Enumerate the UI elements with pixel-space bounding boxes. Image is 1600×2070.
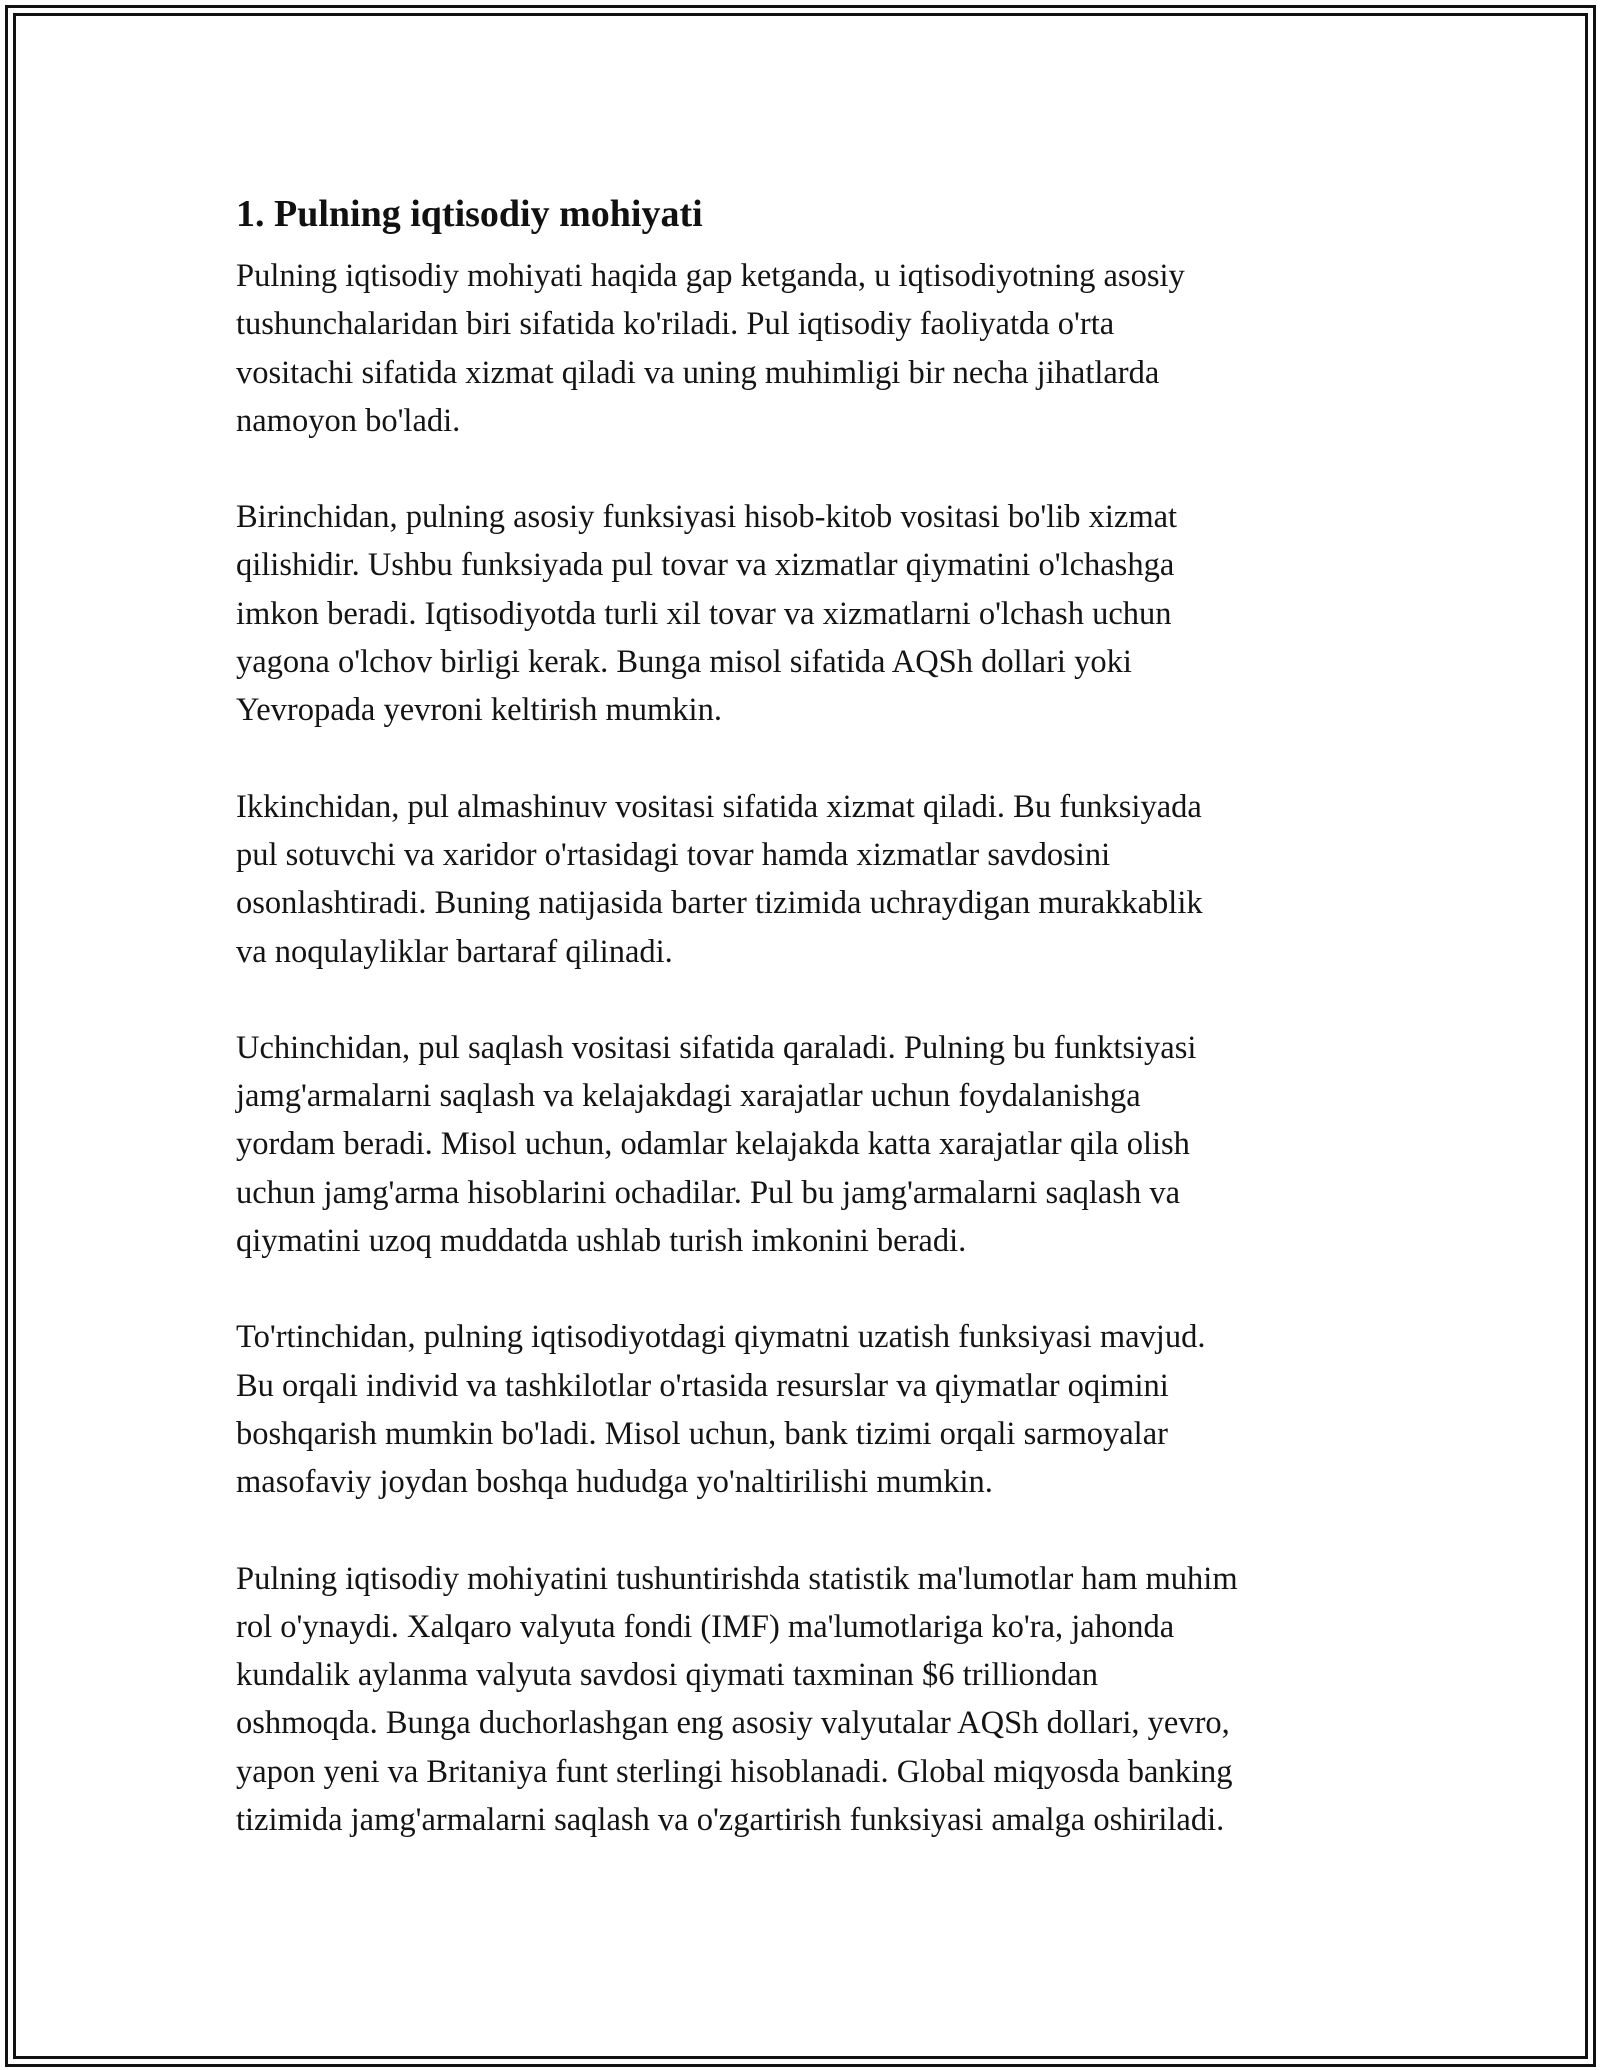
paragraph-intro: Pulning iqtisodiy mohiyati haqida gap ketganda, u iqtisodiyotning asosiy tushunchalaridan biri sifatida ko'riladi. Pul iqtisodiy faoliyatda o'rta vositachi sifatida xizmat qiladi va uning muhimligi bir necha jihatlarda namoyon bo'ladi. [236, 258, 1185, 439]
paragraph-first-function: Birinchidan, pulning asosiy funksiyasi hisob-kitob vositasi bo'lib xizmat qilishidir. Ushbu funksiyada pul tovar va xizmatlar qiymatini o'lchashga imkon beradi. Iqtisodiyotda turli xil tovar va xizmatlarni o'lchash uchun yagona o'lchov birligi kerak. Bunga misol sifatida AQSh dollari yoki Yevropada yevroni keltirish mumkin. [236, 499, 1178, 729]
paragraph-second-function: Ikkinchidan, pul almashinuv vositasi sifatida xizmat qiladi. Bu funksiyada pul sotuvchi va xaridor o'rtasidagi tovar hamda xizmatlar savdosini osonlashtiradi. Buning natijasida barter tizimida uchraydigan murakkablik va noqulayliklar bartaraf qilinadi. [236, 788, 1203, 970]
document-body [236, 186, 1376, 1892]
paragraph-third-function: Uchinchidan, pul saqlash vositasi sifatida qaraladi. Pulning bu funktsiyasi jamg'armalarni saqlash va kelajakdagi xarajatlar uchun foydalanishga yordam beradi. Misol uchun, odamlar kelajakda katta xarajatlar qila olish uchun jamg'arma hisoblarini ochadilar. Pul bu jamg'armalarni saqlash va qiymatini uzoq muddatda ushlab turish imkonini beradi. [236, 1029, 1197, 1260]
paragraph-fourth-function: To'rtinchidan, pulning iqtisodiyotdagi qiymatni uzatish funksiyasi mavjud. Bu orqali individ va tashkilotlar o'rtasida resurslar va qiymatlar oqimini boshqarish mumkin bo'ladi. Misol uchun, bank tizimi orqali sarmoyalar masofaviy joydan boshqa hududga yo'naltirilishi mumkin. [236, 1319, 1206, 1501]
paragraph-statistics: Pulning iqtisodiy mohiyatini tushuntirishda statistik ma'lumotlar ham muhim rol o'ynaydi. Xalqaro valyuta fondi (IMF) ma'lumotlariga ko'ra, jahonda kundalik aylanma valyuta savdosi qiymati taxminan $6 trilliondan oshmoqda. Bunga duchorlashgan eng asosiy valyutalar AQSh dollari, yevro, yapon yeni va Britaniya funt sterlingi hisoblanadi. Global miqyosda banking tizimida jamg'armalarni saqlash va o'zgartirish funksiyasi amalga oshiriladi. [236, 1560, 1238, 1839]
section-heading: 1. Pulning iqtisodiy mohiyati [236, 193, 703, 235]
